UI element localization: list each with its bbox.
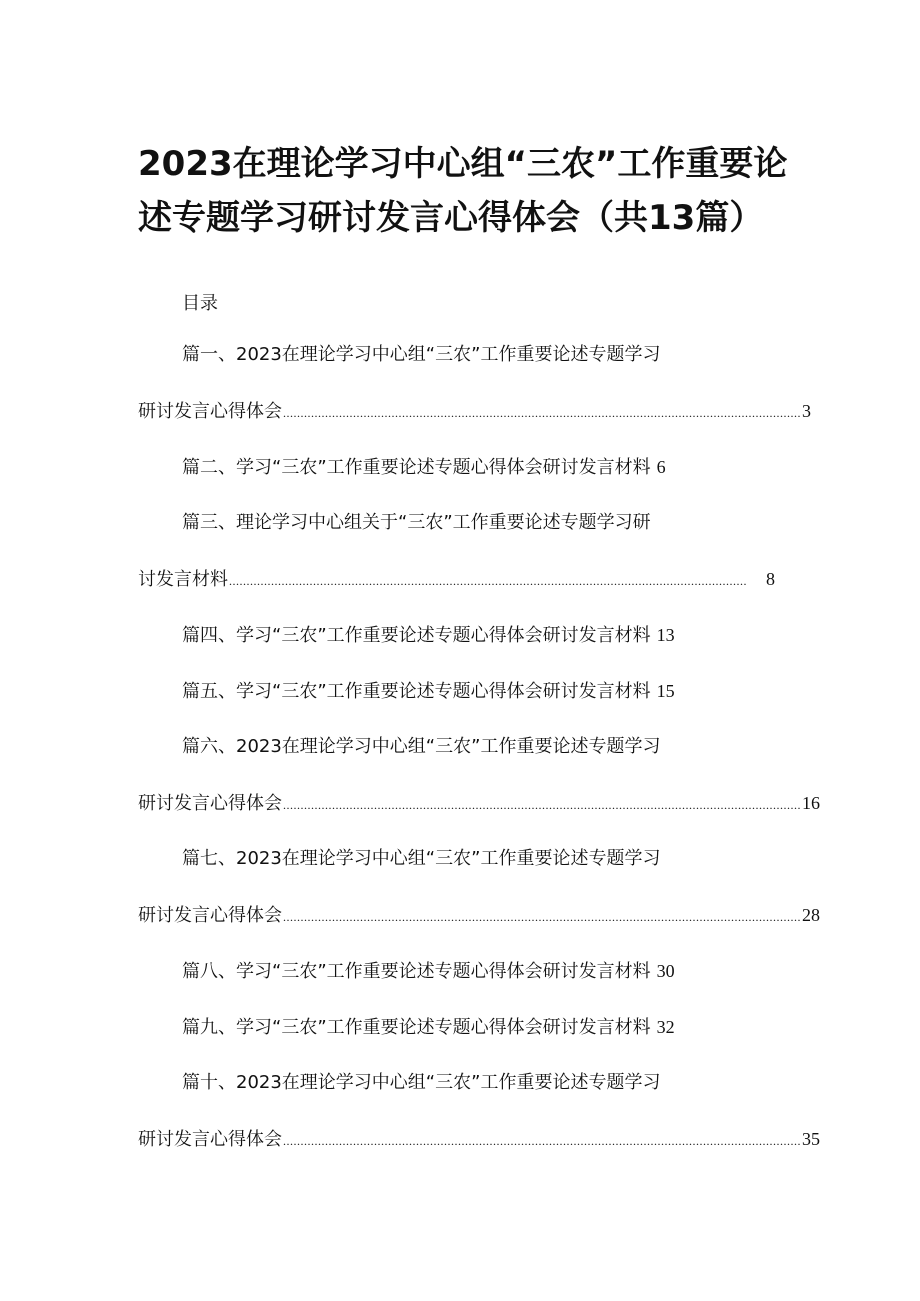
toc-entry-6-continued[interactable]: [138, 791, 820, 817]
toc-entry-10-title-cont: 研讨发言心得体会: [138, 1129, 282, 1150]
document-title-line-1: 2023在理论学习中心组“三农”工作重要论: [138, 144, 788, 184]
toc-entry-2-page: 6: [656, 457, 666, 477]
toc-leader-dots: ....................................................................................................................................................: [283, 910, 801, 924]
toc-entry-5-title: 篇五、学习“三农”工作重要论述专题心得体会研讨发言材料: [182, 681, 651, 702]
toc-entry-10-page: 35: [802, 1129, 820, 1149]
toc-entry-7-continued[interactable]: [138, 903, 820, 929]
toc-leader-dots: ....................................................................................................................................................: [283, 798, 801, 812]
toc-entry-7-title: 篇七、2023在理论学习中心组“三农”工作重要论述专题学习: [182, 848, 661, 869]
toc-entry-6[interactable]: [182, 735, 660, 759]
toc-entry-5-page: 15: [656, 681, 675, 701]
toc-entry-9-page: 32: [656, 1017, 675, 1037]
toc-entry-7[interactable]: [182, 847, 660, 871]
toc-entry-10[interactable]: [182, 1071, 660, 1095]
toc-entry-1-title-cont: 研讨发言心得体会: [138, 401, 282, 422]
toc-entry-1-continued[interactable]: [138, 399, 811, 425]
toc-entry-4-page: 13: [656, 625, 675, 645]
toc-entry-3[interactable]: [182, 511, 651, 535]
toc-entry-2-title: 篇二、学习“三农”工作重要论述专题心得体会研讨发言材料: [182, 457, 651, 478]
toc-entry-8-title: 篇八、学习“三农”工作重要论述专题心得体会研讨发言材料: [182, 961, 651, 982]
toc-entry-7-page: 28: [802, 905, 820, 925]
toc-entry-1[interactable]: [182, 343, 660, 367]
toc-entry-10-title: 篇十、2023在理论学习中心组“三农”工作重要论述专题学习: [182, 1072, 661, 1093]
toc-leader-dots: ....................................................................................................................................................: [283, 406, 801, 420]
toc-entry-9[interactable]: [182, 1015, 675, 1040]
toc-entry-2[interactable]: [182, 455, 666, 480]
toc-entry-6-title: 篇六、2023在理论学习中心组“三农”工作重要论述专题学习: [182, 736, 661, 757]
toc-entry-6-title-cont: 研讨发言心得体会: [138, 793, 282, 814]
toc-entry-5[interactable]: [182, 679, 675, 704]
toc-leader-dots: ....................................................................................................................................................: [229, 574, 747, 588]
toc-entry-4-title: 篇四、学习“三农”工作重要论述专题心得体会研讨发言材料: [182, 625, 651, 646]
toc-entry-1-title: 篇一、2023在理论学习中心组“三农”工作重要论述专题学习: [182, 344, 661, 365]
toc-entry-1-page: 3: [802, 401, 811, 421]
toc-entry-7-title-cont: 研讨发言心得体会: [138, 905, 282, 926]
toc-entry-4[interactable]: [182, 623, 675, 648]
toc-entry-8[interactable]: [182, 959, 675, 984]
toc-entry-9-title: 篇九、学习“三农”工作重要论述专题心得体会研讨发言材料: [182, 1017, 651, 1038]
toc-entry-3-page: 8: [766, 569, 775, 589]
toc-entry-8-page: 30: [656, 961, 675, 981]
toc-entry-3-title-cont: 讨发言材料: [138, 569, 228, 590]
document-title-line-2: 述专题学习研讨发言心得体会（共13篇）: [138, 198, 764, 238]
toc-heading: 目录: [182, 293, 218, 314]
toc-leader-dots: ....................................................................................................................................................: [283, 1134, 801, 1148]
toc-entry-3-title: 篇三、理论学习中心组关于“三农”工作重要论述专题学习研: [182, 512, 651, 533]
toc-entry-6-page: 16: [802, 793, 820, 813]
toc-entry-3-continued[interactable]: [138, 567, 775, 593]
toc-entry-10-continued[interactable]: [138, 1127, 820, 1153]
